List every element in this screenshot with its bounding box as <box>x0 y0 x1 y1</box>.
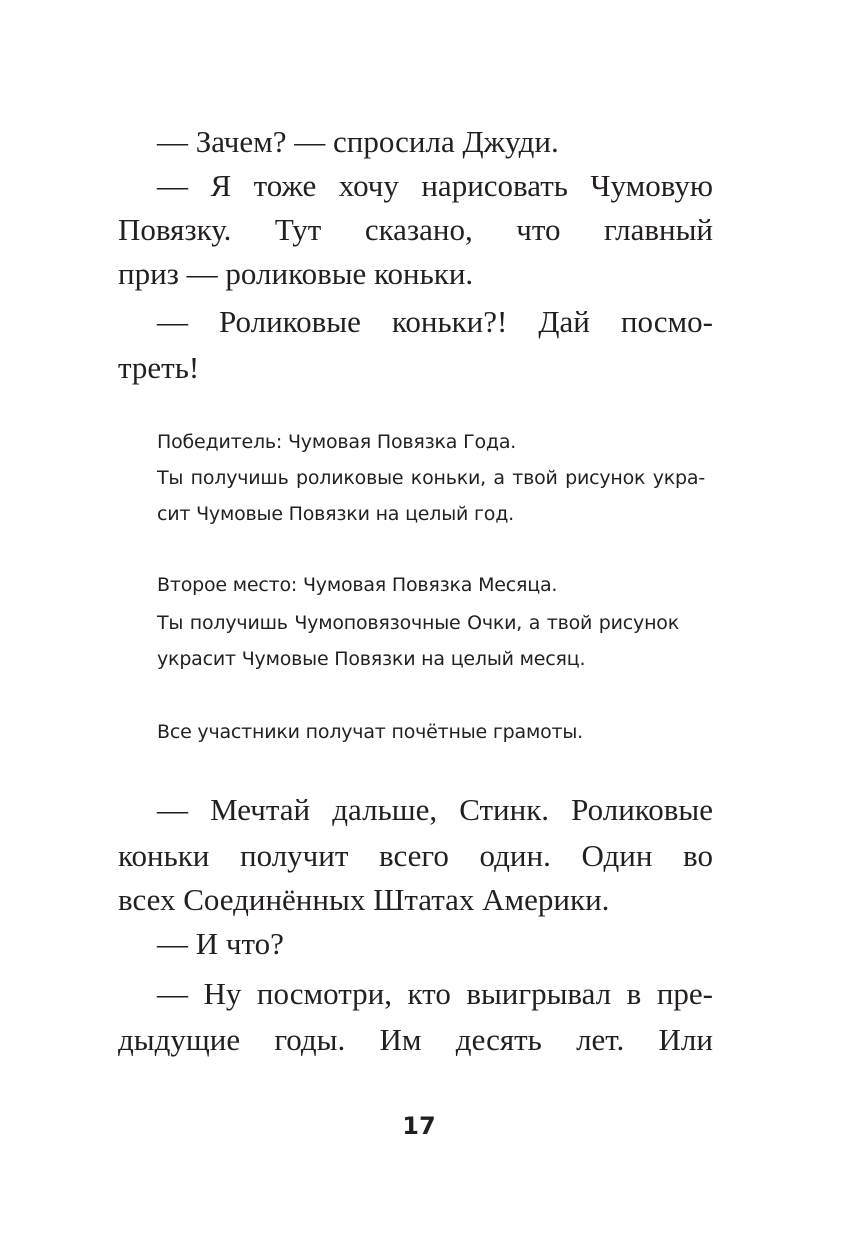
flyer-second-place-text: Ты получишь Чумоповязочные Очки, а твой рисунок <box>157 612 679 634</box>
page-number: 17 <box>402 1112 436 1140</box>
text-line: коньки получит всего один. Один во <box>118 838 713 873</box>
text-line: — Ну посмотри, кто выигрывал в пре- <box>157 976 713 1011</box>
text-line: треть! <box>118 350 200 385</box>
text-line: — И что? <box>157 926 284 961</box>
text-line: — Я тоже хочу нарисовать Чумовую <box>157 168 713 203</box>
text-line: приз — роликовые коньки. <box>118 256 474 291</box>
text-line: — Роликовые коньки?! Дай посмо- <box>157 304 713 339</box>
text-line: — Мечтай дальше, Стинк. Роликовые <box>157 792 713 827</box>
flyer-first-place-title: Победитель: Чумовая Повязка Года. <box>157 431 517 453</box>
flyer-second-place-text: украсит Чумовые Повязки на целый месяц. <box>157 648 586 670</box>
text-line: — Зачем? — спросила Джуди. <box>157 124 559 159</box>
flyer-first-place-text: Ты получишь роликовые коньки, а твой рисунок укра- <box>157 467 705 489</box>
flyer-all-participants: Все участники получат почётные грамоты. <box>157 721 584 743</box>
text-line: Повязку. Тут сказано, что главный <box>118 212 713 247</box>
flyer-second-place-title: Второе место: Чумовая Повязка Месяца. <box>157 574 558 596</box>
text-line: всех Соединённых Штатах Америки. <box>118 882 610 917</box>
text-line: дыдущие годы. Им десять лет. Или <box>118 1022 713 1057</box>
flyer-first-place-text: сит Чумовые Повязки на целый год. <box>157 503 515 525</box>
